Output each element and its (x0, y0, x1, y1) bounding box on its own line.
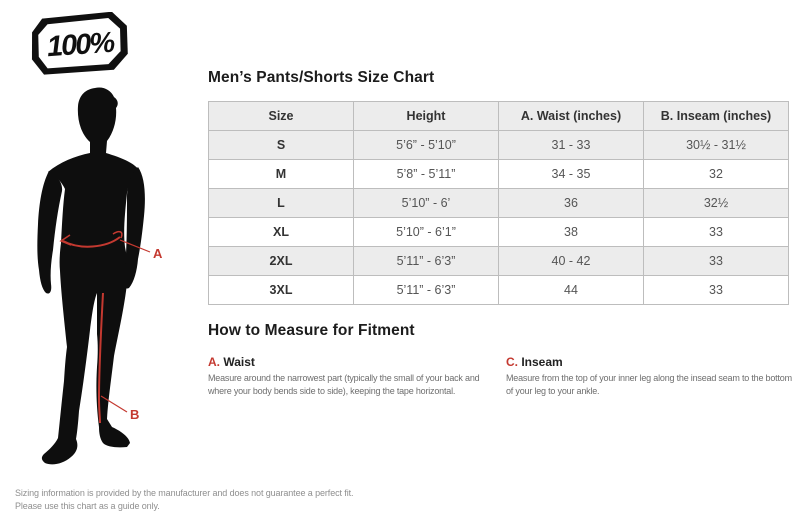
value-cell: 34 - 35 (499, 160, 644, 189)
measure-description-waist: Measure around the narrowest part (typically the small of your back and where your body bends side to side), keeping the tape horizontal. (208, 373, 480, 397)
value-cell: 5’10” - 6’1” (354, 218, 499, 247)
table-row (209, 131, 789, 160)
value-cell: 5’8” - 5’11” (354, 160, 499, 189)
value-cell: 5’11” - 6’3” (354, 276, 499, 305)
value-cell: 30½ - 31½ (644, 131, 789, 160)
measure-letter-c: C. (506, 355, 518, 369)
value-cell: 44 (499, 276, 644, 305)
measure-letter-a: A. (208, 355, 220, 369)
value-cell: 33 (644, 247, 789, 276)
size-chart-table-container (208, 101, 790, 305)
value-cell: 33 (644, 276, 789, 305)
size-cell: XL (209, 218, 354, 247)
body-measurement-figure (0, 0, 220, 531)
logo-text: 100% (45, 26, 115, 64)
measure-guide-title: How to Measure for Fitment (208, 322, 415, 339)
size-chart-body (209, 131, 789, 305)
size-cell: M (209, 160, 354, 189)
disclaimer-footer (15, 487, 435, 512)
measure-item-heading (506, 355, 792, 369)
value-cell: 32 (644, 160, 789, 189)
measure-name-waist: Waist (223, 355, 255, 369)
size-cell: S (209, 131, 354, 160)
table-row (209, 189, 789, 218)
measure-name-inseam: Inseam (521, 355, 563, 369)
measure-item-heading (208, 355, 486, 369)
measure-description-inseam: Measure from the top of your inner leg along the insead seam to the bottom of your leg to your ankle. (506, 373, 792, 397)
size-chart-table (208, 101, 789, 305)
measure-item-inseam (506, 355, 792, 398)
disclaimer-line-1: Sizing information is provided by the manufacturer and does not guarantee a perfect fit. (15, 488, 354, 498)
size-chart-header-row (209, 102, 789, 131)
table-row (209, 247, 789, 276)
measure-guide-columns (208, 355, 792, 398)
table-row (209, 218, 789, 247)
left-arm-silhouette (37, 171, 62, 294)
label-a: A (153, 246, 163, 261)
column-header: Size (209, 102, 354, 131)
disclaimer-line-2: Please use this chart as a guide only. (15, 500, 160, 511)
value-cell: 38 (499, 218, 644, 247)
column-header: A. Waist (inches) (499, 102, 644, 131)
value-cell: 5’6” - 5’10” (354, 131, 499, 160)
label-b: B (130, 407, 140, 422)
value-cell: 36 (499, 189, 644, 218)
table-row (209, 160, 789, 189)
size-cell: L (209, 189, 354, 218)
column-header: Height (354, 102, 499, 131)
measure-guide-section (208, 322, 792, 398)
table-row (209, 276, 789, 305)
size-cell: 3XL (209, 276, 354, 305)
value-cell: 40 - 42 (499, 247, 644, 276)
size-chart-title: Men’s Pants/Shorts Size Chart (208, 69, 435, 86)
column-header: B. Inseam (inches) (644, 102, 789, 131)
value-cell: 5’10” - 6’ (354, 189, 499, 218)
size-cell: 2XL (209, 247, 354, 276)
value-cell: 5’11” - 6’3” (354, 247, 499, 276)
value-cell: 31 - 33 (499, 131, 644, 160)
measure-item-waist (208, 355, 486, 398)
value-cell: 32½ (644, 189, 789, 218)
value-cell: 33 (644, 218, 789, 247)
